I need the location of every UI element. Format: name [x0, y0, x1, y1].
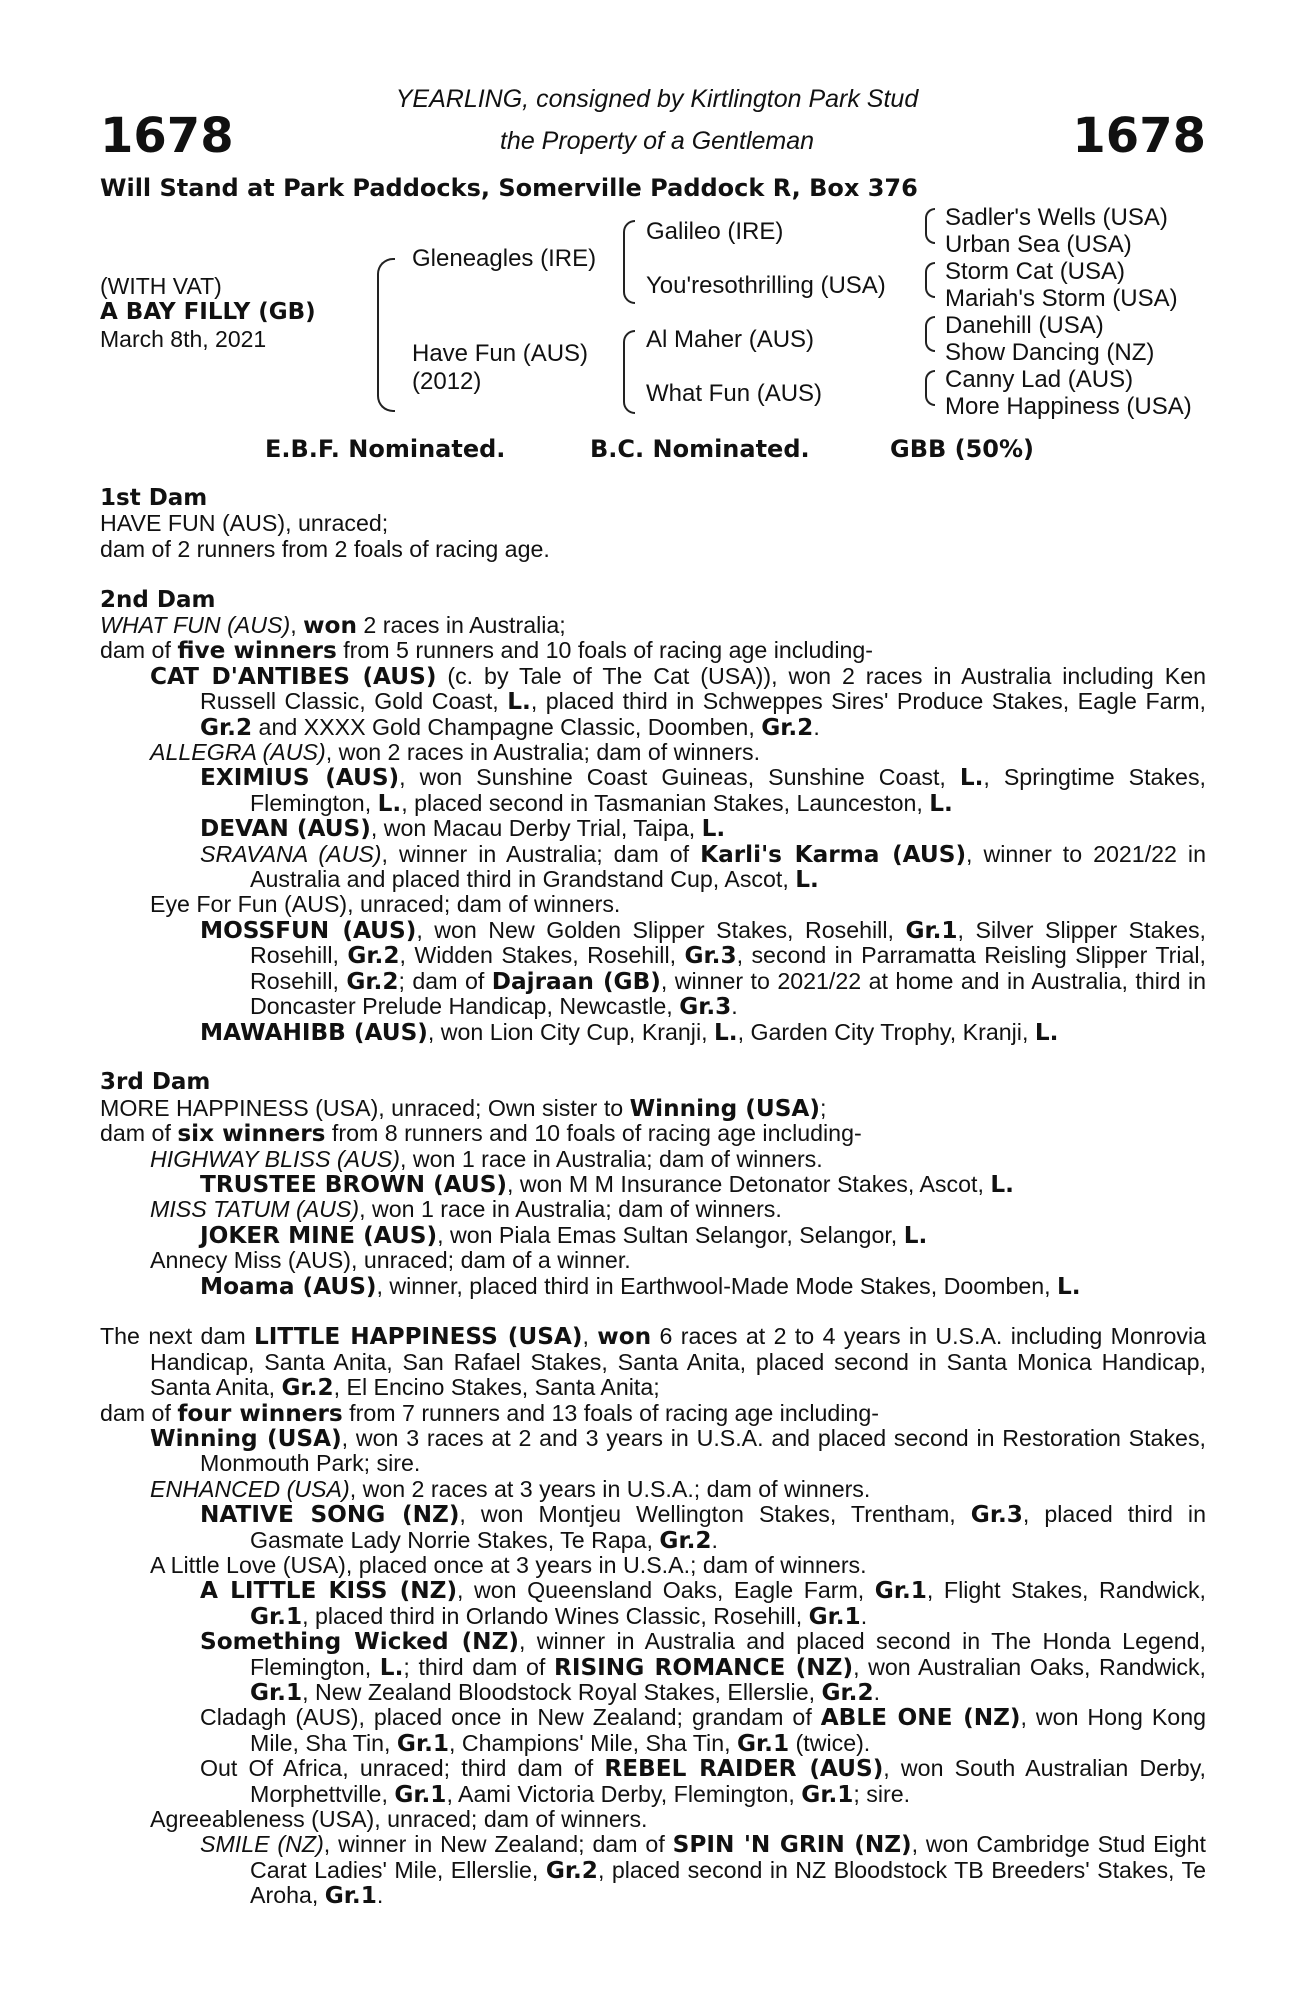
- pedigree-entry: SMILE (NZ), winner in New Zealand; dam of SPIN 'N GRIN (NZ), won Cambridge Stud Eight Carat Ladies' Mile, Ellerslie, Gr.2, placed second in NZ Bloodstock TB Breeders' Stakes, Te Aroha, Gr.1.: [200, 1831, 1206, 1910]
- pedigree-entry: Annecy Miss (AUS), unraced; dam of a winner.: [150, 1247, 631, 1274]
- pedigree-entry: MAWAHIBB (AUS), won Lion City Cup, Kranji, L., Garden City Trophy, Kranji, L.: [200, 1018, 1059, 1046]
- pedigree-entry: Cladagh (AUS), placed once in New Zealand; grandam of ABLE ONE (NZ), won Hong Kong Mile, Sha Tin, Gr.1, Champions' Mile, Sha Tin, Gr.1 (twice).: [200, 1704, 1206, 1757]
- pedigree-entry: Agreeableness (USA), unraced; dam of winners.: [150, 1806, 648, 1833]
- ebf-nomination: E.B.F. Nominated.: [265, 435, 506, 463]
- pedigree-brace-ss: [925, 208, 935, 244]
- sire-dam: You'resothrilling (USA): [646, 272, 886, 299]
- dam-sire: Al Maher (AUS): [646, 326, 815, 353]
- pedigree-brace-sire: [623, 220, 635, 304]
- dam-year: (2012): [412, 368, 482, 395]
- pedigree-entry: ENHANCED (USA), won 2 races at 3 years in U.S.A.; dam of winners.: [150, 1475, 871, 1502]
- pedigree-entry: ALLEGRA (AUS), won 2 races in Australia; dam of winners.: [150, 739, 761, 766]
- dam-dam: What Fun (AUS): [646, 380, 823, 407]
- pedigree-entry: Eye For Fun (AUS), unraced; dam of winners.: [150, 891, 621, 918]
- pedigree-entry: SRAVANA (AUS), winner in Australia; dam of Karli's Karma (AUS), winner to 2021/22 in Australia and placed third in Grandstand Cup, Ascot, L.: [200, 840, 1206, 894]
- pedigree-entry: Winning (USA), won 3 races at 2 and 3 years in U.S.A. and placed second in Restoration Stakes, Monmouth Park; sire.: [150, 1424, 1206, 1477]
- pedigree-entry: EXIMIUS (AUS), won Sunshine Coast Guineas, Sunshine Coast, L., Springtime Stakes, Flemington, L., placed second in Tasmanian Stakes, Launceston, L.: [200, 764, 1206, 817]
- lot-number-right: 1678: [1072, 108, 1206, 164]
- pedigree-entry: A Little Love (USA), placed once at 3 years in U.S.A.; dam of winners.: [150, 1552, 867, 1579]
- horse-name: A BAY FILLY (GB): [100, 299, 316, 325]
- third-dam-produce-line: dam of six winners from 8 runners and 10 foals of racing age including-: [100, 1120, 862, 1148]
- gbb-note: GBB (50%): [890, 435, 1035, 463]
- consignor-line: YEARLING, consigned by Kirtlington Park Stud: [395, 85, 919, 113]
- first-dam-line: HAVE FUN (AUS), unraced;: [100, 510, 389, 537]
- lot-number-left: 1678: [100, 108, 234, 164]
- pedigree-brace-dd: [925, 370, 935, 406]
- ped-ddd: More Happiness (USA): [945, 393, 1192, 420]
- third-dam-heading: 3rd Dam: [100, 1069, 211, 1096]
- ped-sdd: Mariah's Storm (USA): [945, 285, 1178, 312]
- ped-sss: Sadler's Wells (USA): [945, 204, 1168, 231]
- pedigree-entry: A LITTLE KISS (NZ), won Queensland Oaks, Eagle Farm, Gr.1, Flight Stakes, Randwick, Gr.1, placed third in Orlando Wines Classic, Rosehill, Gr.1.: [200, 1577, 1206, 1630]
- second-dam-produce-line: dam of five winners from 5 runners and 10 foals of racing age including-: [100, 637, 873, 665]
- pedigree-brace-ds: [925, 316, 935, 352]
- sire-sire: Galileo (IRE): [646, 218, 784, 245]
- pedigree-entry: MISS TATUM (AUS), won 1 race in Australia; dam of winners.: [150, 1196, 782, 1223]
- ped-dds: Canny Lad (AUS): [945, 366, 1134, 393]
- pedigree-brace-dam: [623, 330, 635, 414]
- catalogue-body: [100, 486, 1206, 1909]
- ped-ssd: Urban Sea (USA): [945, 231, 1132, 258]
- second-dam-line: WHAT FUN (AUS), won 2 races in Australia;: [100, 612, 566, 640]
- ped-sds: Storm Cat (USA): [945, 258, 1126, 285]
- pedigree-entry: MOSSFUN (AUS), won New Golden Slipper Stakes, Rosehill, Gr.1, Silver Slipper Stakes, Rosehill, Gr.2, Widden Stakes, Rosehill, Gr.3, second in Parramatta Reisling Slipper Trial, Rosehill, Gr.2; dam of Dajraan (GB), winner to 2021/22 at home and in Australia, third in Doncaster Prelude Handicap, Newcastle, Gr.3.: [200, 916, 1206, 1021]
- property-line: the Property of a Gentleman: [499, 127, 815, 155]
- stand-location: Will Stand at Park Paddocks, Somerville Paddock R, Box 376: [100, 174, 918, 202]
- pedigree-brace-parents: [377, 258, 395, 412]
- pedigree-entry: NATIVE SONG (NZ), won Montjeu Wellington Stakes, Trentham, Gr.3, placed third in Gasmate Lady Norrie Stakes, Te Rapa, Gr.2.: [200, 1501, 1206, 1554]
- ped-dsd: Show Dancing (NZ): [945, 339, 1155, 366]
- pedigree-entry: CAT D'ANTIBES (AUS) (c. by Tale of The Cat (USA)), won 2 races in Australia including Ken Russell Classic, Gold Coast, L., placed third in Schweppes Sires' Produce Stakes, Eagle Farm, Gr.2 and XXXX Gold Champagne Classic, Doomben, Gr.2.: [150, 662, 1206, 741]
- pedigree-entry: Out Of Africa, unraced; third dam of REBEL RAIDER (AUS), won South Australian Derby, Morphettville, Gr.1, Aami Victoria Derby, Flemington, Gr.1; sire.: [200, 1755, 1207, 1808]
- first-dam-heading: 1st Dam: [100, 485, 208, 511]
- ped-dss: Danehill (USA): [945, 312, 1104, 339]
- first-dam-line: dam of 2 runners from 2 foals of racing age.: [100, 535, 550, 562]
- pedigree-entry: Moama (AUS), winner, placed third in Earthwool-Made Mode Stakes, Doomben, L.: [200, 1272, 1081, 1300]
- sire-name: Gleneagles (IRE): [412, 245, 597, 272]
- second-dam-heading: 2nd Dam: [100, 586, 216, 613]
- pedigree-entry: DEVAN (AUS), won Macau Derby Trial, Taipa, L.: [200, 815, 726, 843]
- pedigree-entry: JOKER MINE (AUS), won Piala Emas Sultan Selangor, Selangor, L.: [200, 1221, 928, 1249]
- pedigree-entry: TRUSTEE BROWN (AUS), won M M Insurance Detonator Stakes, Ascot, L.: [200, 1170, 1014, 1198]
- foaling-date: March 8th, 2021: [100, 326, 267, 352]
- next-dam-produce-line: dam of four winners from 7 runners and 13 foals of racing age including-: [100, 1399, 879, 1427]
- pedigree-entry: Something Wicked (NZ), winner in Australia and placed second in The Honda Legend, Flemington, L.; third dam of RISING ROMANCE (NZ), won Australian Oaks, Randwick, Gr.1, New Zealand Bloodstock Royal Stakes, Ellerslie, Gr.2.: [200, 1628, 1206, 1707]
- pedigree-entry: HIGHWAY BLISS (AUS), won 1 race in Australia; dam of winners.: [150, 1145, 823, 1172]
- next-dam-line: The next dam LITTLE HAPPINESS (USA), won 6 races at 2 to 4 years in U.S.A. including Monrovia Handicap, Santa Anita, San Rafael Stakes, Santa Anita, placed second in Santa Monica Handicap, Santa Anita, Gr.2, El Encino Stakes, Santa Anita;: [100, 1323, 1207, 1402]
- pedigree-brace-sd: [925, 262, 935, 298]
- vat-note: (WITH VAT): [100, 273, 222, 299]
- bc-nomination: B.C. Nominated.: [590, 435, 810, 463]
- third-dam-line: MORE HAPPINESS (USA), unraced; Own sister to Winning (USA);: [100, 1094, 827, 1122]
- dam-name: Have Fun (AUS): [412, 340, 589, 367]
